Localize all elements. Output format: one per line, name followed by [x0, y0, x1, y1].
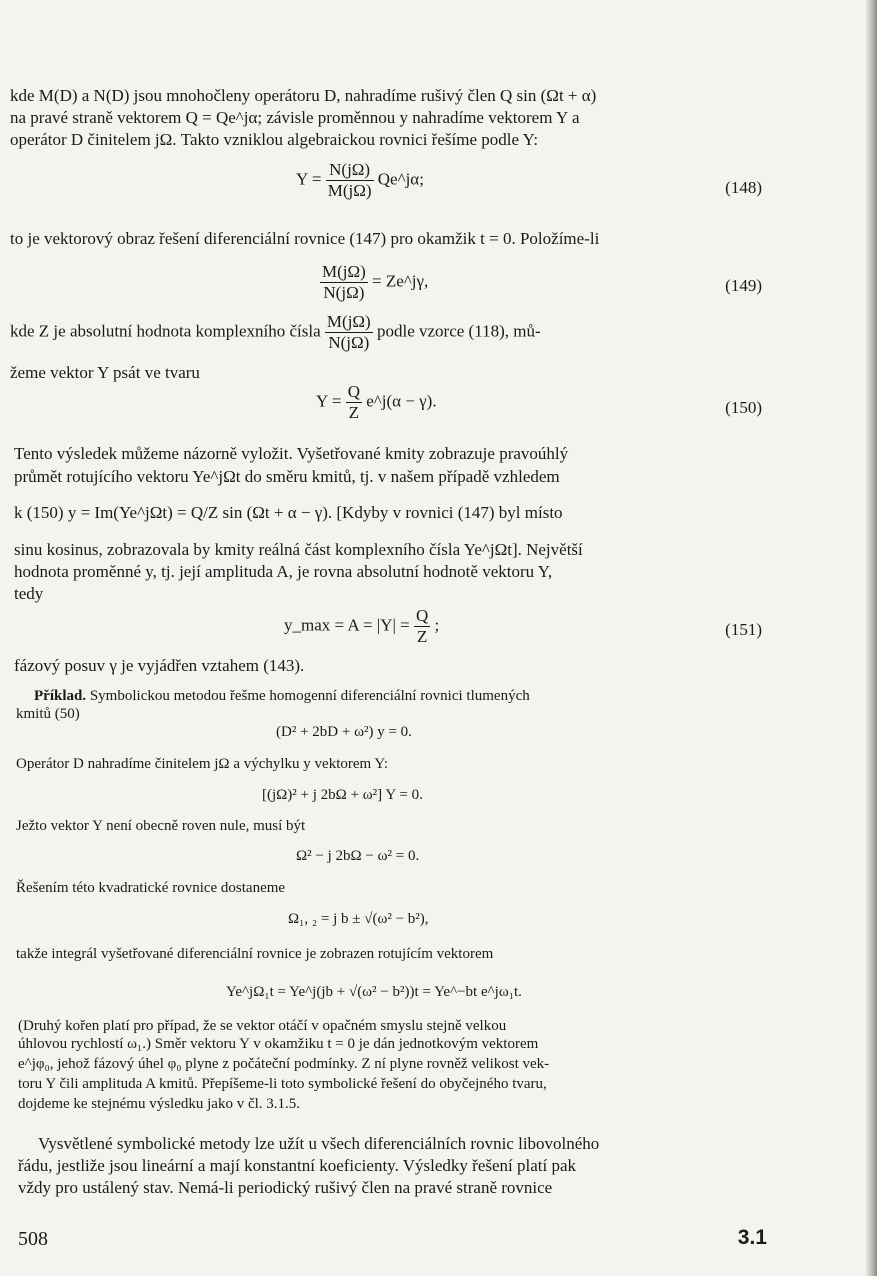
example-text-3: Ježto vektor Y není obecně roven nule, musí být [16, 818, 306, 834]
final-line-2: řádu, jestliže jsou lineární a mají konstantní koeficienty. Výsledky řešení platí pak [18, 1156, 577, 1175]
para2-line-5: hodnota proměnné y, tj. její amplituda A, je rovna absolutní hodnotě vektoru Y, [14, 562, 553, 581]
eq150-lhs: Y = [316, 391, 342, 411]
example-eq1: (D² + 2bD + ω²) y = 0. [276, 724, 412, 740]
eq151-label: (151) [725, 620, 762, 639]
intro-line-2: na pravé straně vektorem Q = Qe^jα; závisle proměnnou y nahradíme vektorem Y a [10, 108, 580, 127]
eq148-denominator: M(jΩ) [327, 181, 372, 200]
final-line-3: vždy pro ustálený stav. Nemá-li periodický rušivý člen na pravé straně rovnice [18, 1178, 553, 1197]
eq151-lhs: y_max = A = |Y| = [284, 615, 410, 635]
eq149-rhs: = Ze^jγ, [372, 271, 429, 291]
intro-line-3: operátor D činitelem jΩ. Takto vzniklou algebraickou rovnici řešíme podle Y: [10, 130, 539, 149]
final-line-1: Vysvětlené symbolické metody lze užít u všech diferenciálních rovnic libovolného [38, 1134, 600, 1153]
example-eq5: Ye^jΩ₁t = Ye^j(jb + √(ω² − b²))t = Ye^−bt e^jω₁t. [226, 984, 522, 1000]
equation-151 [284, 606, 439, 647]
closing-line-3: e^jφ₀, jehož fázový úhel φ₀ plyne z počáteční podmínky. Z ní plyne rovněž velikost vek- [18, 1056, 550, 1072]
eq150-denominator: Z [348, 403, 360, 422]
closing-line-2: úhlovou rychlostí ω₁.) Směr vektoru Y v okamžiku t = 0 je dán jednotkovým vektorem [18, 1036, 539, 1052]
para2-line-6: tedy [14, 584, 44, 603]
example-heading: Příklad. [34, 688, 87, 704]
eq151-rhs: ; [434, 615, 440, 635]
example-eq4: Ω₁, ₂ = j b ± √(ω² − b²), [288, 911, 429, 927]
line-after-148: to je vektorový obraz řešení diferenciální rovnice (147) pro okamžik t = 0. Položíme-li [10, 229, 600, 248]
kde-z-text-b: podle vzorce (118), mů- [376, 321, 541, 341]
eq151-denominator: Z [416, 627, 428, 646]
para2-line-3: k (150) y = Im(Ye^jΩt) = Q/Z sin (Ωt + α − γ). [Kdyby v rovnici (147) byl místo [14, 503, 563, 522]
line-zeme: žeme vektor Y psát ve tvaru [10, 363, 200, 382]
kde-z-text-a: kde Z je absolutní hodnota komplexního čísla [10, 321, 321, 341]
eq150-label: (150) [725, 398, 762, 417]
line-fazovy: fázový posuv γ je vyjádřen vztahem (143). [14, 656, 305, 675]
example-text-4: Řešením této kvadratické rovnice dostaneme [16, 880, 286, 896]
example-text-5: takže integrál vyšetřované diferenciální rovnice je zobrazen rotujícím vektorem [16, 946, 494, 962]
kde-z-numerator: M(jΩ) [326, 312, 371, 331]
eq150-numerator: Q [347, 382, 361, 401]
section-number: 3.1 [737, 1226, 767, 1249]
eq150-rhs: e^j(α − γ). [366, 391, 437, 411]
equation-149 [320, 262, 428, 303]
eq148-label: (148) [725, 178, 762, 197]
intro-line-1: kde M(D) a N(D) jsou mnohočleny operátoru D, nahradíme rušivý člen Q sin (Ωt + α) [10, 86, 597, 105]
example-eq3: Ω² − j 2bΩ − ω² = 0. [296, 848, 420, 864]
eq149-numerator: M(jΩ) [322, 262, 366, 281]
eq149-denominator: N(jΩ) [323, 283, 365, 302]
para2-line-2: průmět rotujícího vektoru Ye^jΩt do směru kmitů, tj. v našem případě vzhledem [14, 467, 560, 486]
eq148-numerator: N(jΩ) [326, 160, 374, 181]
eq151-numerator: Q [416, 606, 429, 625]
example-eq2: [(jΩ)² + j 2bΩ + ω²] Y = 0. [262, 787, 423, 803]
example-line-1 [34, 688, 530, 705]
equation-148 [296, 160, 424, 201]
line-kde-z [10, 312, 541, 353]
equation-150 [316, 382, 437, 423]
eq148-lhs: Y = [296, 169, 322, 189]
example-text-2: Operátor D nahradíme činitelem jΩ a výchylku y vektorem Y: [16, 756, 389, 772]
closing-line-5: dojdeme ke stejnému výsledku jako v čl. 3.1.5. [18, 1096, 301, 1112]
page-number: 508 [18, 1228, 48, 1250]
para2-line-1: Tento výsledek můžeme názorně vyložit. Vyšetřované kmity zobrazuje pravoúhlý [14, 444, 569, 463]
kde-z-denominator: N(jΩ) [328, 333, 370, 352]
closing-line-4: toru Y čili amplituda A kmitů. Přepíšeme-li toto symbolické řešení do obyčejného tvaru, [18, 1076, 547, 1092]
example-line-2: kmitů (50) [16, 706, 80, 722]
example-text-1: Symbolickou metodou řešme homogenní diferenciální rovnici tlumených [89, 688, 530, 704]
eq148-rhs: Qe^jα; [377, 169, 424, 189]
eq149-label: (149) [725, 276, 762, 295]
page-edge-shadow [865, 0, 877, 1276]
closing-line-1: (Druhý kořen platí pro případ, že se vektor otáčí v opačném smyslu stejně velkou [18, 1018, 507, 1034]
para2-line-4: sinu kosinus, zobrazovala by kmity reálná část komplexního čísla Ye^jΩt]. Největší [14, 540, 583, 559]
